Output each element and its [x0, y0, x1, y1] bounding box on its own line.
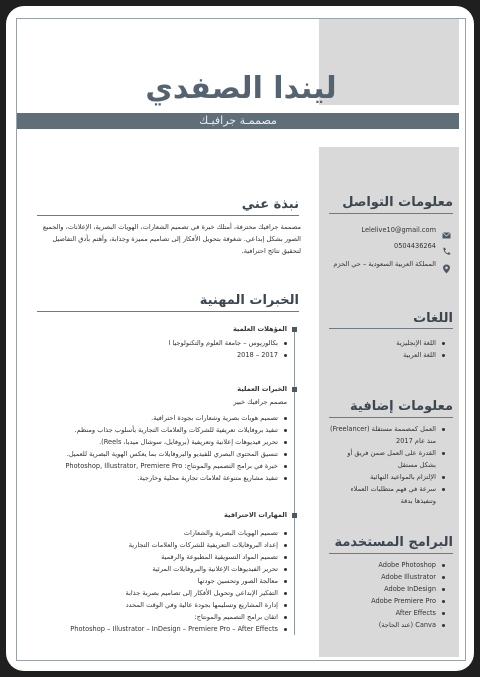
- page-frame: [16, 18, 466, 661]
- list-item: Adobe Illustrator: [329, 571, 445, 583]
- contact-phone[interactable]: 0504436264: [394, 241, 436, 250]
- email-icon: [442, 225, 451, 234]
- list-item: معالجة الصور وتحسين جودتها: [31, 575, 287, 587]
- work-role: مصمم جرافيك خبير: [233, 398, 287, 406]
- about-rule: [37, 215, 299, 216]
- languages-heading: اللغات: [413, 311, 453, 326]
- list-item: إعداد البروفايلات التعريفية للشركات والعلامات التجارية: [31, 539, 287, 551]
- list-item: Adobe Premiere Pro: [329, 595, 445, 607]
- list-item: تنسيق المحتوى البصري للفيديو والبروفايلات بما يعكس الهوية البصرية للعميل.: [31, 448, 287, 460]
- list-item: تحرير الفيديوهات الإعلانية والبروفايلات المرئية: [31, 563, 287, 575]
- list-item: اتقان برامج التصميم والمونتاج:: [31, 611, 287, 623]
- list-item: بكالوريوس – جامعة العلوم والتكنولوجيا ا: [77, 337, 287, 349]
- about-heading: نبذة عني: [241, 197, 299, 212]
- list-item: 2017 – 2018: [77, 349, 287, 361]
- software-rule: [329, 553, 453, 554]
- list-item: القدرة على العمل ضمن فريق أو بشكل مستقل: [329, 447, 445, 471]
- list-item: اللغة العربية: [329, 349, 445, 361]
- contact-email-row: [325, 225, 451, 234]
- resume-page: [6, 6, 474, 671]
- list-item: تنفيذ مشاريع متنوعة لعلامات تجارية محلية وخارجية.: [31, 472, 287, 484]
- candidate-name: ليندا الصفدي: [145, 71, 337, 106]
- about-text: مصممة جرافيك محترفة، أمتلك خبرة في تصميم الشعارات، الهويات البصرية، الإعلانات، والجميع الصور بشكل إبداعي. شغوفة بتحويل الأفكار إلى تصاميم مميزة وجذابة، وأهتم بأدق التفاصيل لتحقيق نتائج احترافية.: [42, 223, 301, 255]
- list-item: الإلتزام بالمواعيد النهائية: [329, 471, 445, 483]
- job-title: مصممـة جرافيـك: [199, 114, 277, 127]
- list-item: سرعة في فهم متطلبات العملاء وتنفيذها بدقة: [329, 483, 445, 507]
- list-item: التفكير الإبداعي وتحويل الأفكار إلى تصاميم بصرية جذابة: [31, 587, 287, 599]
- list-item: تصميم هويات بصرية وشعارات بجودة احترافية.: [31, 412, 287, 424]
- list-item: العمل كمصممة مستقلة (Freelancer) منذ عام 2017: [329, 423, 445, 447]
- extra-list: [329, 423, 445, 507]
- list-item: Adobe Photoshop: [329, 559, 445, 571]
- contact-rule: [329, 213, 453, 214]
- extra-heading: معلومات إضافية: [350, 399, 453, 414]
- list-item: خبرة في برامج التصميم والمونتاج: Photoshop, Illustrator, Premiere Pro: [31, 460, 287, 472]
- extra-rule: [329, 417, 453, 418]
- experience-heading: الخبرات المهنية: [199, 293, 299, 308]
- software-heading: البرامج المستخدمة: [334, 535, 453, 550]
- skills-heading: المهارات الاحترافية: [224, 511, 287, 519]
- languages-rule: [329, 328, 453, 329]
- software-list: [329, 559, 445, 631]
- list-item: تحرير فيديوهات إعلانية وتعريفية (بروفايل، سوشال ميديا، Reels).: [31, 436, 287, 448]
- list-item: اللغة الإنجليزية: [329, 337, 445, 349]
- education-heading: المؤهلات العلمية: [232, 325, 287, 333]
- contact-location-row: [325, 259, 451, 268]
- list-item: تصميم المواد التسويقية المطبوعة والرقمية: [31, 551, 287, 563]
- contact-phone-row: [325, 241, 451, 250]
- experience-rule: [37, 311, 299, 312]
- work-heading: الخبرات العملية: [237, 385, 287, 393]
- contact-email[interactable]: Lelelive10@gmail.com: [361, 225, 436, 234]
- list-item: Photoshop – Illustrator – InDesign – Premiere Pro – After Effects: [31, 623, 287, 635]
- timeline-marker-skills: [292, 513, 297, 518]
- education-list: [77, 337, 287, 361]
- timeline-marker-education: [292, 327, 297, 332]
- list-item: إدارة المشاريع وتسليمها بجودة عالية وفي الوقت المحدد: [31, 599, 287, 611]
- languages-list: [329, 337, 445, 361]
- list-item: Adobe InDesign: [329, 583, 445, 595]
- timeline-marker-work: [292, 387, 297, 392]
- list-item: After Effects: [329, 607, 445, 619]
- skills-list: [31, 527, 287, 635]
- list-item: Canva (عند الحاجة): [329, 619, 445, 631]
- contact-location: المملكة العربية السعودية – حي الحزم: [333, 259, 436, 268]
- location-pin-icon: [442, 259, 451, 268]
- contact-heading: معلومات التواصل: [342, 195, 453, 210]
- work-list: [31, 412, 287, 484]
- list-item: تصميم الهويات البصرية والشعارات: [31, 527, 287, 539]
- list-item: تنفيذ بروفايلات تعريفية للشركات والعلامات التجارية بأسلوب جذاب ومنظم.: [31, 424, 287, 436]
- timeline-line: [294, 329, 295, 635]
- phone-icon: [442, 241, 451, 250]
